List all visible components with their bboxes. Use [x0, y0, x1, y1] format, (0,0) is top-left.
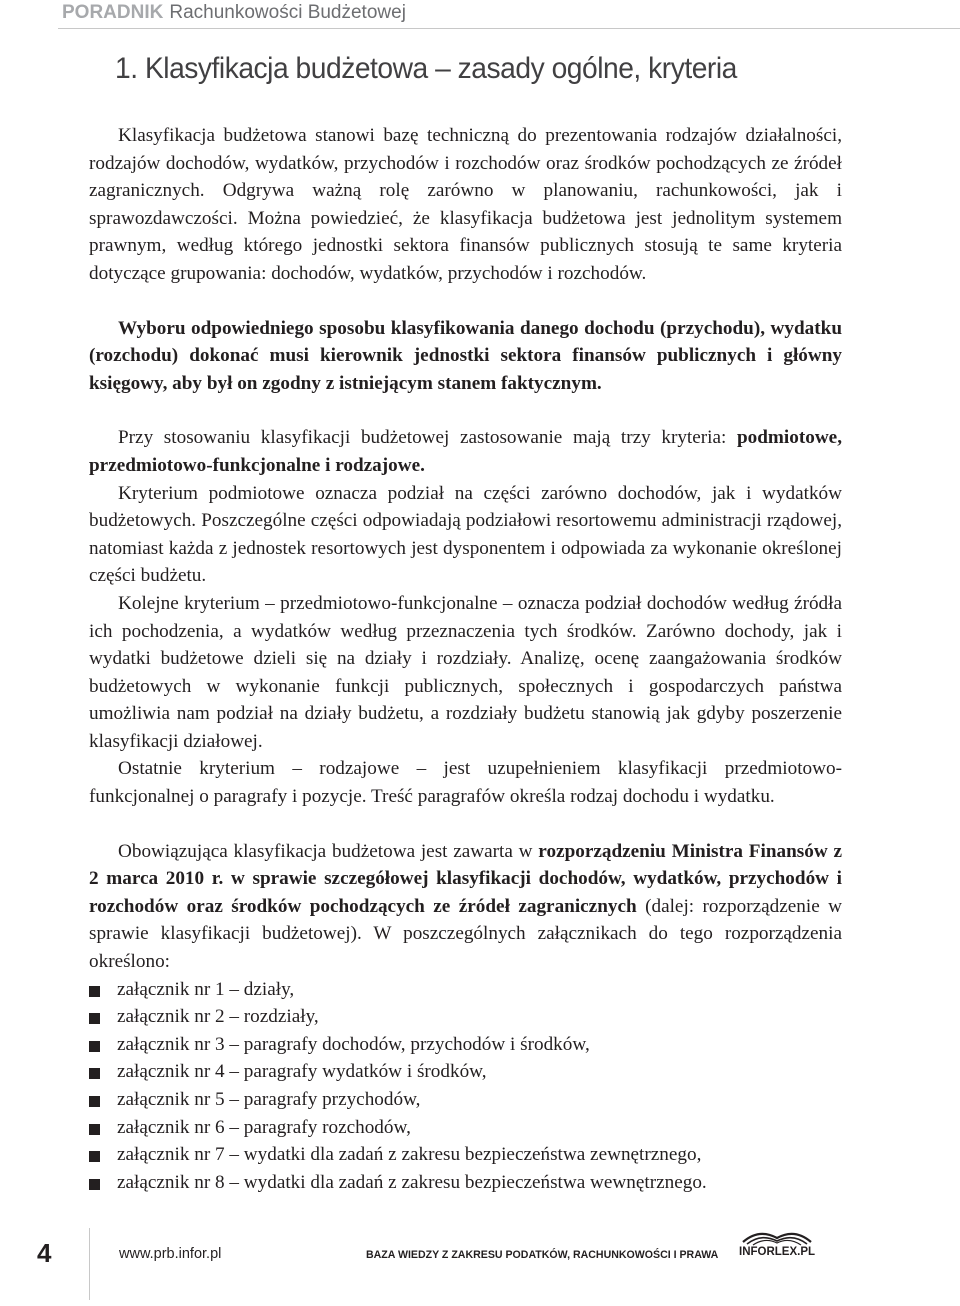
regulation-subject-bold: w sprawie szczegółowej klasyfikacji dochodów, wydatków, przychodów i rozchodów oraz środków pochodzących ze źródeł zagranicznych — [89, 868, 843, 917]
regulation-text-2: (dalej: rozporządzenie w sprawie klasyfikacji budżetowej). W poszczególnych załącznikach do tego rozporządzenia określono: — [89, 895, 843, 973]
paragraph-criteria — [89, 424, 842, 479]
list-item: załącznik nr 8 – wydatki dla zadań z zakresu bezpieczeństwa wewnętrznego. — [89, 1169, 842, 1197]
header-rule — [58, 28, 960, 29]
list-item: załącznik nr 3 – paragrafy dochodów, przychodów i środków, — [89, 1031, 842, 1059]
article-body — [89, 122, 842, 1196]
running-header-text — [62, 2, 406, 24]
criteria-text: Przy stosowaniu klasyfikacji budżetowej zastosowanie mają trzy kryteria: — [118, 427, 737, 449]
page-number: 4 — [37, 1238, 52, 1268]
logo-book-icon — [741, 1226, 813, 1246]
criteria-list-bold: podmiotowe, przedmiotowo-funkcjonalne i rodzajowe. — [89, 427, 842, 476]
list-item: załącznik nr 1 – działy, — [89, 976, 842, 1004]
paragraph-highlight — [89, 315, 842, 398]
header-brand: PORADNIK — [62, 2, 164, 23]
list-item: załącznik nr 4 – paragrafy wydatków i środków, — [89, 1058, 842, 1086]
attachments-list — [89, 976, 842, 1197]
logo-text: INFORLEX.PL — [739, 1246, 816, 1258]
footer-url: www.prb.infor.pl — [119, 1246, 222, 1262]
paragraph-regulation — [89, 838, 842, 976]
inforlex-logo — [733, 1226, 823, 1262]
list-item: załącznik nr 7 – wydatki dla zadań z zakresu bezpieczeństwa zewnętrznego, — [89, 1141, 842, 1169]
list-item: załącznik nr 6 – paragrafy rozchodów, — [89, 1114, 842, 1142]
footer-tagline: BAZA WIEDZY Z ZAKRESU PODATKÓW, RACHUNKOWOŚCI I PRAWA — [366, 1249, 719, 1261]
paragraph-intro: Klasyfikacja budżetowa stanowi bazę techniczną do prezentowania rodzajów działalności, rodzajów dochodów, wydatków, przychodów i rozchodów oraz środków pochodzących ze źródeł zagranicznych. Odgrywa ważną rolę zarówno w planowaniu, rachunkowości, jak i sprawozdawczości. Można powiedzieć, że klasyfikacja budżetowa jest jednolitym systemem prawnym, według którego jednostki sektora finansów publicznych stosują te same kryteria dotyczące grupowania: dochodów, wydatków, przychodów i rozchodów. — [89, 125, 842, 284]
paragraph-functional-criterion: Kolejne kryterium – przedmiotowo-funkcjonalne – oznacza podział dochodów według źródła ich pochodzenia, a wydatków według przeznaczenia tych środków. Zarówno dochody, jak i wydatki budżetowe dzieli się na działy i rozdziały. Analizę, ocenę zaangażowania środków budżetowych w wykonanie funkcji publicznych, społecznych i gospodarczych państwa umożliwia nam podział na działy budżetu, a rozdziały budżetu stanowią jak gdyby poszerzenie klasyfikacji działowej. — [89, 592, 842, 752]
paragraph-type-criterion: Ostatnie kryterium – rodzajowe – jest uzupełnieniem klasyfikacji przedmiotowo-funkcjonalnej o paragrafy i pozycje. Treść paragrafów określa rodzaj dochodu i wydatku. — [89, 758, 842, 808]
list-item: załącznik nr 5 – paragrafy przychodów, — [89, 1086, 842, 1114]
regulation-text-1: Obowiązująca klasyfikacja budżetowa jest zawarta w — [118, 840, 539, 862]
running-header — [0, 0, 960, 30]
section-title: 1. Klasyfikacja budżetowa – zasady ogólne, kryteria — [115, 52, 737, 85]
highlight-text: Wyboru odpowiedniego sposobu klasyfikowania danego dochodu (przychodu), wydatku (rozchodu) dokonać musi kierownik jednostki sektora finansów publicznych i główny księgowy, aby był on zgodny z istniejącym stanem faktycznym. — [89, 317, 842, 394]
list-item: załącznik nr 2 – rozdziały, — [89, 1003, 842, 1031]
header-subtitle: Rachunkowości Budżetowej — [169, 2, 406, 23]
footer-divider — [89, 1228, 90, 1300]
paragraph-subject-criterion: Kryterium podmiotowe oznacza podział na części zarówno dochodów, jak i wydatków budżetowych. Poszczególne części odpowiadają podziałowi resortowemu administracji rządowej, natomiast każda z jednostek resortowych jest dysponentem i odpowiada za wykonanie określonej części budżetu. — [89, 482, 842, 587]
regulation-name-bold: rozporządzeniu Ministra Finansów z 2 marca 2010 r. — [89, 840, 842, 890]
